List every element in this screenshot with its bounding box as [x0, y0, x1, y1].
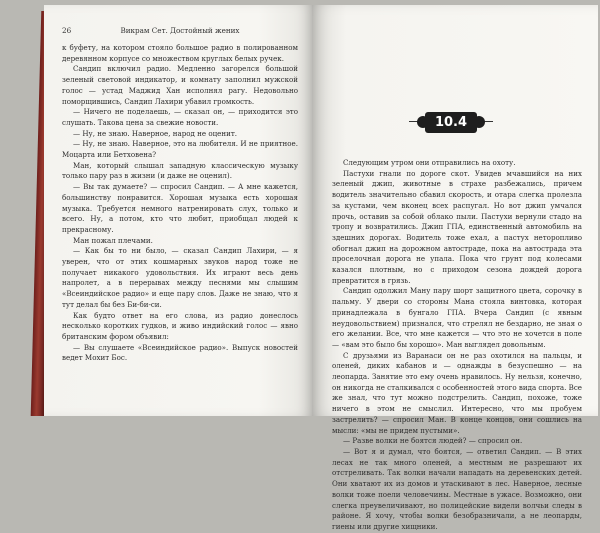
- paragraph: — Вы слушаете «Всеиндийское радио». Выпуск новостей ведет Мохит Бос.: [62, 342, 298, 363]
- left-page-text: [62, 43, 298, 364]
- paragraph: — Как бы то ни было, — сказал Сандип Лахири, — я уверен, что от этих кошмарных звуков народ тоже не получает никакого удовольствия. Их играют весь день напролет, а в перерывах между песнями мы слышим «Всеиндийское радио» и еще пару слов. Даже не знаю, что я тут делал бы без Би-би-си.: [62, 246, 298, 309]
- paragraph: — Разве волки не боятся людей? — спросил он.: [343, 436, 523, 446]
- right-page-text: [332, 158, 582, 533]
- paragraph: к буфету, на котором стояло большое радио в полированном деревянном корпусе со множеством круглых белых ручек.: [62, 43, 298, 63]
- chapter-heading: [409, 109, 493, 135]
- paragraph: Сандип одолжил Ману пару шорт защитного цвета, сорочку в пальму. У двери со стороны Мана стояла винтовка, которая принадлежала в бунгало ГПА. Вчера Сандип (с явным неудовольствием) признался, что стрелял не бездарно, не зная о его желании. Все, что мне кажется — что это не хочется в поле — «вам это было бы хорошо». Ман выглядел довольным.: [332, 286, 582, 349]
- paragraph: — Ничего не поделаешь, — сказал он, — приходится это слушать. Такова цена за свежие новости.: [62, 107, 298, 127]
- running-title: Викрам Сет. Достойный жених: [120, 26, 240, 35]
- right-page: [312, 5, 598, 531]
- paragraph: Как будто ответ на его слова, из радио донеслось несколько коротких гудков, и живо индийский голос — явно британским фором объявил:: [62, 310, 298, 341]
- paragraph: Сандип включил радио. Медленно загорелся большой зеленый световой индикатор, и комнату заполнил мужской голос — устад Маджид Хан исполнял рагу. Недовольно поморщившись, Сандип Лахири убавил громкость.: [62, 64, 298, 106]
- paragraph: Следующим утром они отправились на охоту.: [343, 158, 516, 167]
- paragraph: — Ну, не знаю. Наверное, народ не оценит.: [73, 128, 238, 138]
- paragraph: — Вот я и думал, что боятся, — ответил Сандип. — В этих лесах не так много оленей, а местным не разрешают их отстреливать. Так волки начали нападать на деревенских детей. Они хватают их из домов и утаскивают в лес. Наверное, лесные волки тоже поели человечины. Местные в ужасе. Возможно, они слегка преувеличивают, но полицейские видели волчьи следы в районе. Я хочу, чтобы волки безобразничали, а не леопарды, гиены или другие хищники.: [332, 446, 582, 531]
- paragraph: С друзьями из Варанаси он не раз охотился на пальцы, и оленей, диких кабанов и — однажды в безуспешно — на леопарда. Занятие это ему очень нравилось. Ну нельзя, конечно, он никогда не сталкивался с особенностей этого вида спорта. Все же знал, что тут можно подстрелить. Сандип, похоже, тоже ничего в этом не смыслил. Интересно, что мы пробуем застрелить? — спросил Ман. В конце концов, они сошлись на мысли: «мы не придем пустыми».: [332, 350, 582, 435]
- paragraph: Пастухи гнали по дороге скот. Увидев мчавшийся на них зеленый джип, животные в страхе разбежались, причем водитель значительно сбавил скорость, и отара слегка пролезла за кустами, чем вконец всех распугал. Но вот джип умчался прочь, оставив за собой облако пыли. Пастухи вернули стадо на тропу и возвратились. Джип ГПА, единственный автомобиль на здешних дорогах. Водитель тоже ехал, а пастух неторопливо обогнал джип на дорожном автостраде, пока на автострада эта проселочная дорога не упала. Пока что грунт под колесами казался плотным, но с приходом сезона дождей дорога превратится в грязь.: [332, 168, 582, 285]
- paragraph: — Ну, не знаю. Наверное, это на любителя. И не приятное. Моцарта или Бетховена?: [62, 139, 298, 160]
- paragraph: Ман пожал плечами.: [73, 235, 153, 245]
- chapter-number: 10.4: [425, 112, 477, 133]
- page-number: 26: [62, 26, 72, 35]
- left-page: [44, 5, 312, 416]
- paragraph: Ман, который слышал западную классическую музыку только пару раз в жизни (и даже не оценил).: [62, 160, 298, 181]
- left-page-header: [62, 26, 298, 35]
- paragraph: — Вы так думаете? — спросил Сандип. — А мне кажется, большинству понравится. Хорошая музыка есть хорошая музыка. Требуется немного натренировать слух, только и всего. Ну, а потом, кто что любит, приобщал людей к прекрасному.: [62, 182, 298, 234]
- open-book: [10, 5, 595, 531]
